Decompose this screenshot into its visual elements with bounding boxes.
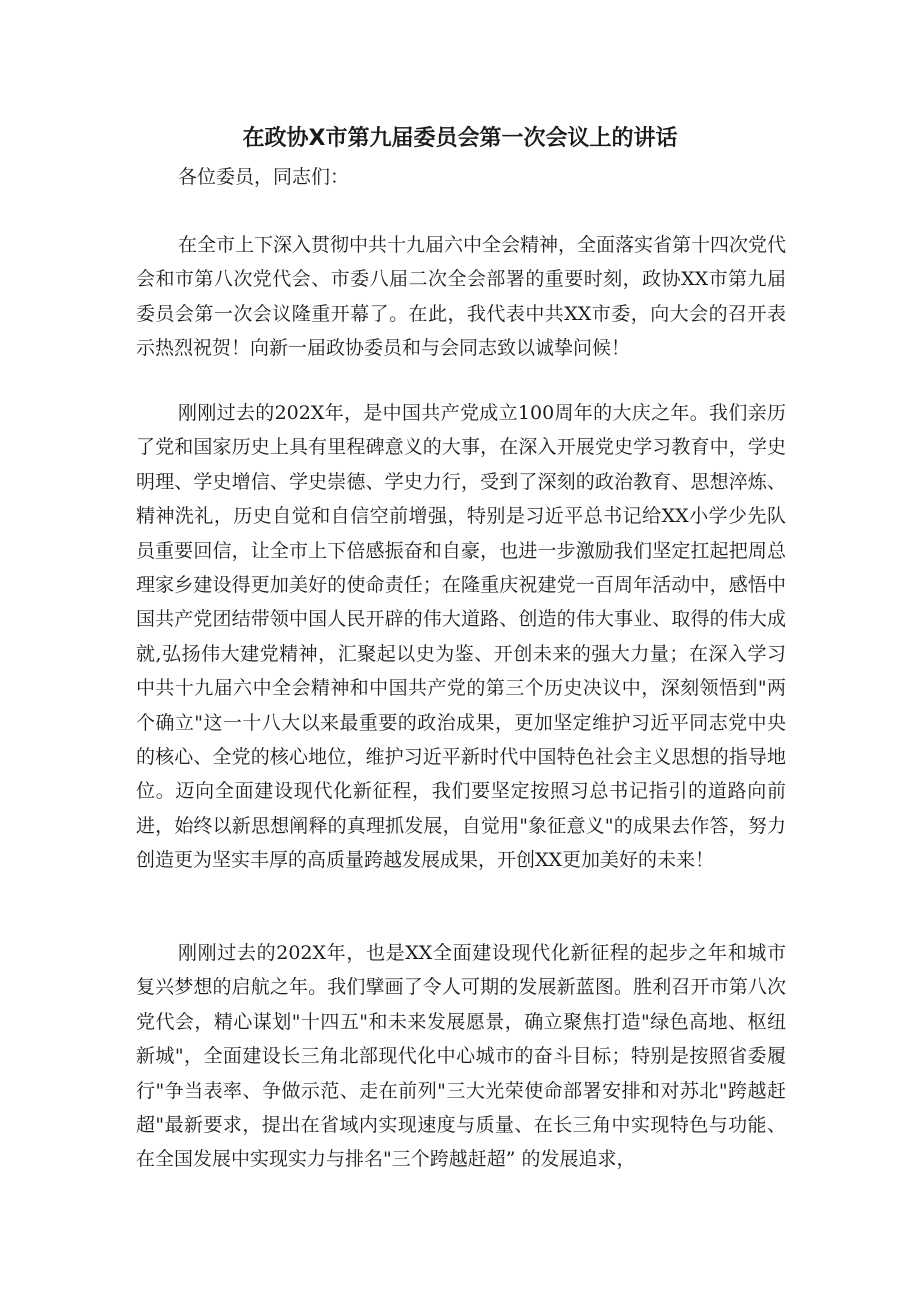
paragraph-1: 在全市上下深入贯彻中共十九届六中全会精神，全面落实省第十四次党代会和市第八次党代会、市委八届二次全会部署的重要时刻，政协XX市第九届委员会第一次会议隆重开幕了。在此，我代表中共XX市委，向大会的召开表示热烈祝贺！向新一届政协委员和与会同志致以诚挚问候！ xyxy=(136,234,787,360)
paragraph-2: 刚刚过去的202X年，是中国共产党成立100周年的大庆之年。我们亲历了党和国家历史上具有里程碑意义的大事，在深入开展党史学习教育中，学史明理、学史增信、学史崇德、学史力行，受到了深刻的政治教育、思想淬炼、精神洗礼，历史自觉和自信空前增强，特别是习近平总书记给XX小学少先队员重要回信，让全市上下倍感振奋和自豪，也进一步激励我们坚定扛起把周总理家乡建设得更加美好的使命责任；在隆重庆祝建党一百周年活动中，感悟中国共产党团结带领中国人民开辟的伟大道路、创造的伟大事业、取得的伟大成就,弘扬伟大建党精神，汇聚起以史为鉴、开创未来的强大力量；在深入学习中共十九届六中全会精神和中国共产党的第三个历史决议中，深刻领悟到"两个确立"这一十八大以来最重要的政治成果，更加坚定维护习近平同志党中央的核心、全党的核心地位，维护习近平新时代中国特色社会主义思想的指导地位。迈向全面建设现代化新征程，我们要坚定按照习总书记指引的道路向前进，始终以新思想阐释的真理抓发展，自觉用"象征意义"的成果去作答，努力创造更为坚实丰厚的高质量跨越发展成果，开创XX更加美好的未来！ xyxy=(136,402,786,872)
paragraph-3: 刚刚过去的202X年，也是XX全面建设现代化新征程的起步之年和城市复兴梦想的启航之年。我们擘画了令人可期的发展新蓝图。胜利召开市第八次党代会，精心谋划"十四五"和未来发展愿景，确立聚焦打造"绿色高地、枢纽新城"，全面建设长三角北部现代化中心城市的奋斗目标；特别是按照省委履行"争当表率、争做示范、走在前列"三大光荣使命部署安排和对苏北"跨越赶超"最新要求，提出在省域内实现速度与质量、在长三角中实现特色与功能、在全国发展中实现实力与排名"三个跨越赶超” 的发展追求， xyxy=(136,942,786,1171)
salutation: 各位委员，同志们： xyxy=(178,166,350,188)
document-title: 在政协X市第九届委员会第一次会议上的讲话 xyxy=(242,126,678,151)
